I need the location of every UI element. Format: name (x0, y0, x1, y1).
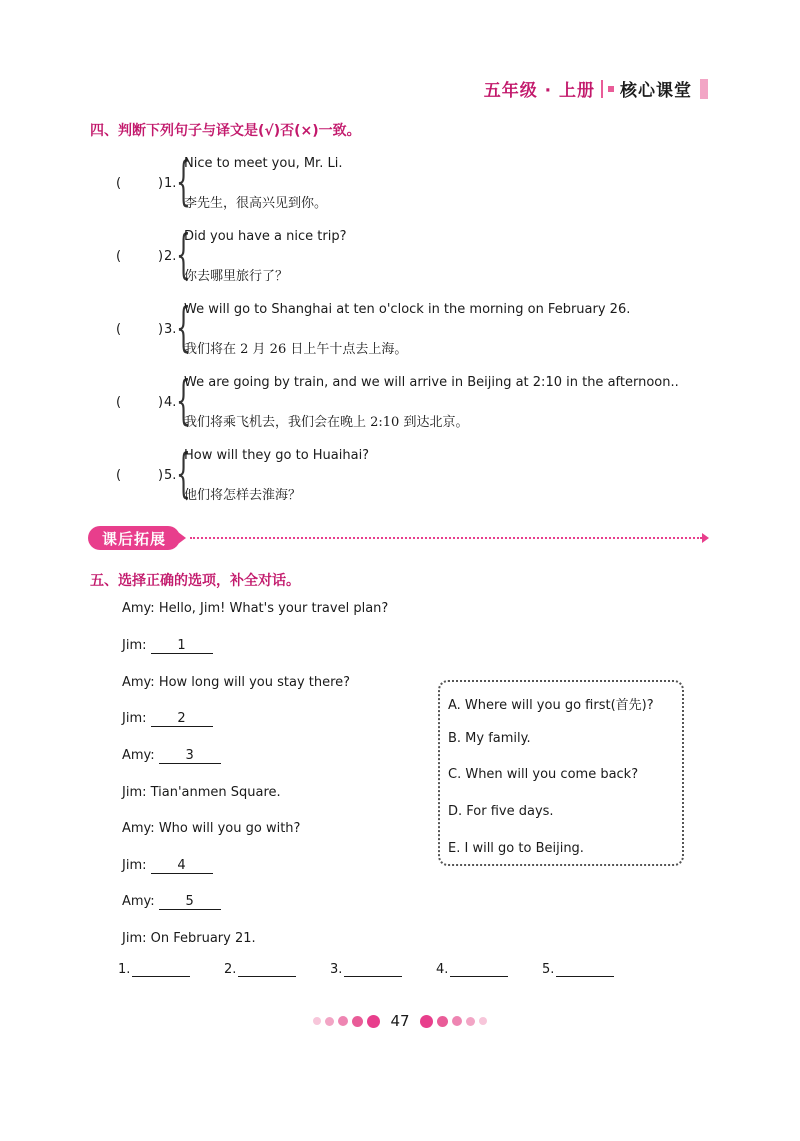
answer-blank[interactable]: 5 (159, 894, 221, 910)
page-footer (0, 1012, 800, 1030)
chinese-translation: 李先生，很高兴见到你。 (184, 196, 328, 211)
option-b: B. My family. (448, 731, 531, 746)
option-e: E. I will go to Beijing. (448, 841, 584, 856)
dot-icon (479, 1017, 487, 1025)
paren-close: ) (158, 395, 164, 410)
answer-blank[interactable]: 1 (151, 638, 213, 654)
dialogue-line (122, 638, 213, 654)
answer-blank[interactable]: 4 (151, 858, 213, 874)
judge-item-1 (116, 152, 736, 218)
answer-slot-4[interactable] (436, 962, 508, 977)
judge-item-4 (116, 371, 736, 437)
brace-icon: { (176, 225, 191, 285)
dialogue-line: Jim: Tian'anmen Square. (122, 785, 281, 800)
english-sentence: We are going by train, and we will arrive in Beijing at 2:10 in the afternoon.. (184, 375, 679, 390)
dot-icon (420, 1015, 433, 1028)
section4-title: 四、判断下列句子与译文是(√)否(×)一致。 (90, 123, 361, 139)
item-number: 4. (164, 395, 177, 410)
brace-icon: { (176, 444, 191, 504)
header-separator (601, 80, 603, 98)
answer-blank[interactable]: 2 (151, 711, 213, 727)
paren-close: ) (158, 249, 164, 264)
paren-open: ( (116, 322, 122, 337)
answer-slot-5[interactable] (542, 962, 614, 977)
dialogue-line (122, 894, 221, 910)
speaker: Jim: (122, 858, 147, 873)
english-sentence: How will they go to Huaihai? (184, 448, 370, 463)
banner-dotted-line (190, 537, 702, 539)
english-sentence: Nice to meet you, Mr. Li. (184, 156, 343, 171)
section5-title: 五、选择正确的选项，补全对话。 (90, 573, 300, 589)
answer-line[interactable] (344, 962, 402, 977)
dialogue-line (122, 711, 213, 727)
dot-icon (466, 1017, 475, 1026)
answer-blank[interactable]: 3 (159, 748, 221, 764)
page-header (484, 76, 708, 101)
english-sentence: Did you have a nice trip? (184, 229, 347, 244)
item-number: 1. (164, 176, 177, 191)
paren-close: ) (158, 468, 164, 483)
answer-label: 3. (330, 962, 343, 977)
options-box (438, 680, 684, 866)
brace-icon: { (176, 371, 191, 431)
judge-item-3 (116, 298, 736, 364)
dialogue-line (122, 748, 221, 764)
english-sentence: We will go to Shanghai at ten o'clock in the morning on February 26. (184, 302, 631, 317)
answer-slot-3[interactable] (330, 962, 402, 977)
answer-slot-1[interactable] (118, 962, 190, 977)
banner-tip-icon (178, 532, 186, 544)
dot-icon (325, 1017, 334, 1026)
answer-label: 1. (118, 962, 131, 977)
dot-icon (352, 1016, 363, 1027)
arrow-right-icon (702, 533, 709, 543)
speaker: Amy: (122, 748, 155, 763)
judge-item-2 (116, 225, 736, 291)
header-bar-icon (700, 79, 708, 99)
dialogue-line: Jim: On February 21. (122, 931, 256, 946)
dot-icon (367, 1015, 380, 1028)
brace-icon: { (176, 152, 191, 212)
chinese-translation: 他们将怎样去淮海？ (184, 488, 302, 503)
answer-line[interactable] (450, 962, 508, 977)
header-grade: 五年级 · 上册 (483, 81, 595, 101)
paren-open: ( (116, 468, 122, 483)
dialogue-line: Amy: How long will you stay there? (122, 675, 351, 690)
page-number: 47 (390, 1012, 410, 1030)
dialogue-line: Amy: Who will you go with? (122, 821, 301, 836)
answer-line[interactable] (556, 962, 614, 977)
item-number: 5. (164, 468, 177, 483)
dot-icon (313, 1017, 321, 1025)
dialogue-line (122, 858, 213, 874)
chinese-translation: 我们将乘飞机去，我们会在晚上 2:10 到达北京。 (184, 415, 469, 430)
speaker: Jim: (122, 711, 147, 726)
answer-slot-2[interactable] (224, 962, 296, 977)
paren-open: ( (116, 249, 122, 264)
paren-close: ) (158, 322, 164, 337)
paren-close: ) (158, 176, 164, 191)
option-c: C. When will you come back? (448, 767, 639, 782)
speaker: Amy: (122, 894, 155, 909)
answer-line[interactable] (238, 962, 296, 977)
paren-open: ( (116, 395, 122, 410)
answer-label: 5. (542, 962, 555, 977)
chinese-translation: 我们将在 2 月 26 日上午十点去上海。 (184, 342, 408, 357)
header-square-icon (608, 86, 614, 92)
item-number: 3. (164, 322, 177, 337)
extension-banner: 课后拓展 (88, 526, 180, 550)
answer-line[interactable] (132, 962, 190, 977)
judge-item-5 (116, 444, 736, 510)
speaker: Jim: (122, 638, 147, 653)
dot-icon (452, 1016, 462, 1026)
dot-icon (338, 1016, 348, 1026)
chinese-translation: 你去哪里旅行了？ (184, 269, 289, 284)
brace-icon: { (176, 298, 191, 358)
header-series: 核心课堂 (620, 81, 692, 101)
paren-open: ( (116, 176, 122, 191)
dot-icon (437, 1016, 448, 1027)
answer-label: 4. (436, 962, 449, 977)
option-d: D. For five days. (448, 804, 554, 819)
item-number: 2. (164, 249, 177, 264)
option-a: A. Where will you go first(首先)? (448, 698, 654, 713)
answer-label: 2. (224, 962, 237, 977)
dialogue-line: Amy: Hello, Jim! What's your travel plan? (122, 601, 389, 616)
